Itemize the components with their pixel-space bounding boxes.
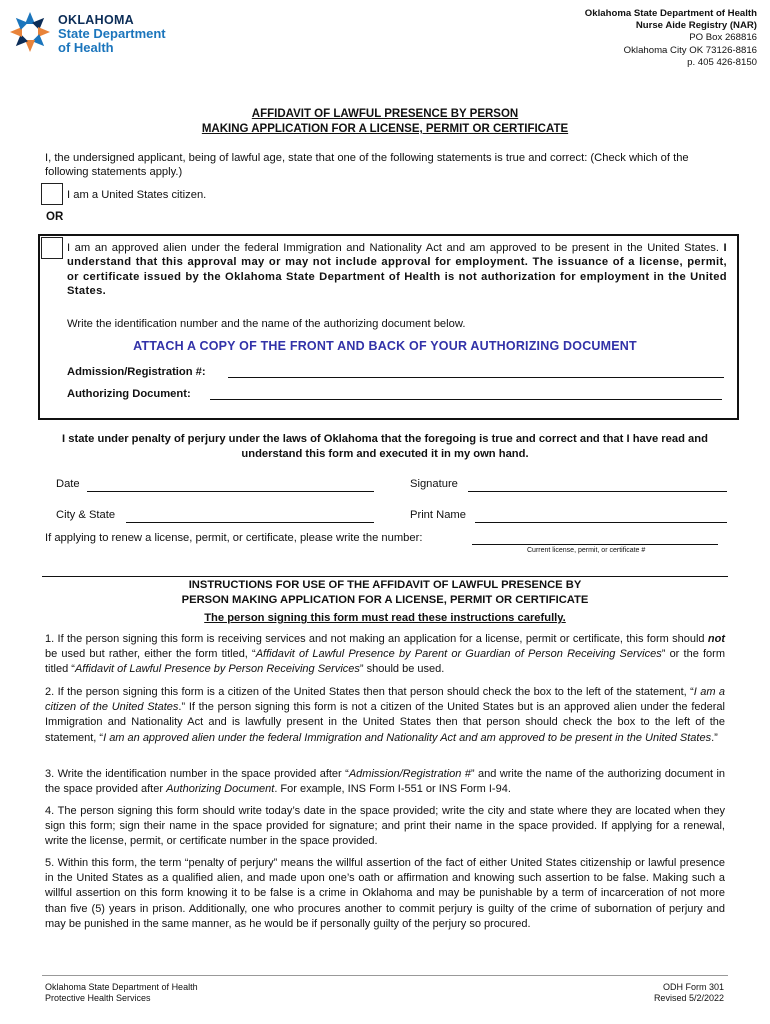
footer-dept: Protective Health Services — [45, 993, 151, 1003]
perjury-statement: I state under penalty of perjury under the laws of Oklahoma that the foregoing is true and correct and that I have read and understand this form and executed it in my own hand. — [62, 433, 708, 460]
renew-caption: Current license, permit, or certificate # — [527, 547, 646, 554]
logo-line-3: of Health — [58, 40, 114, 55]
date-label: Date — [56, 478, 80, 490]
instruction-3-text-c: . For example, INS Form I-551 or INS Form I-94. — [274, 783, 511, 796]
instruction-item-2 — [45, 685, 725, 746]
date-input-line[interactable] — [87, 480, 374, 492]
print-name-input-line[interactable] — [475, 511, 727, 523]
form-title-line-1: AFFIDAVIT OF LAWFUL PRESENCE BY PERSON — [251, 108, 519, 120]
instruction-2-text-b: .” If the person signing this form is not a citizen of the United States but is an approved alien under the federal Immigration and Nationality Act and is lawfully present in the United States then that person should check the box to the left of the statement, “ — [45, 701, 725, 744]
citizen-option-label: I am a United States citizen. — [67, 189, 207, 201]
org-po: PO Box 268816 — [689, 32, 757, 44]
instruction-1-text-a: 1. If the person signing this form is receiving services and not making an application for a license, permit or certificate, this form should — [45, 633, 708, 645]
instruction-3-text-a: 3. Write the identification number in the space provided after “ — [45, 768, 349, 780]
org-address — [585, 8, 757, 69]
instruction-item-3 — [45, 767, 725, 797]
logo-line-1: OKLAHOMA — [58, 13, 135, 27]
write-id-instruction: Write the identification number and the name of the authorizing document below. — [67, 318, 466, 330]
alien-option-bold: I understand that this approval may or may not include approval for employment. The issuance of a license, permit, or certificate issued by the Oklahoma State Department of Health is not authorization for employment in the United States. — [67, 242, 727, 298]
intro-text: I, the undersigned applicant, being of lawful age, state that one of the following statements is true and correct: (Check which of the following statements apply.) — [45, 152, 689, 179]
or-label: OR — [46, 211, 64, 223]
footer-form-number: ODH Form 301 — [662, 982, 724, 992]
instruction-1-text-b: be used but rather, either the form titled, “ — [45, 648, 256, 661]
authorizing-label: Authorizing Document: — [67, 388, 191, 400]
instruction-3-text-b: ” and write the name of the authorizing document in the space provided after — [45, 768, 726, 796]
footer-divider — [42, 975, 728, 976]
instruction-item-4: 4. The person signing this form should write today’s date in the space provided; write the city and state where they are located when they sign this form; sign their name in the space provided for signature; and print their name in the space provided. If applying for a renewal, write the license, permit, or certificate number in the space provided. — [45, 805, 725, 848]
org-unit: Nurse Aide Registry (NAR) — [635, 20, 757, 32]
instruction-1-not: not — [707, 633, 725, 645]
instruction-2-quote-2: I am an approved alien under the federal Immigration and Nationality Act and am approved to be present in the United States — [103, 731, 712, 744]
instruction-3-quote-1: Admission/Registration # — [348, 768, 471, 780]
city-state-input-line[interactable] — [126, 511, 374, 523]
instruction-item-5: 5. Within this form, the term “penalty of perjury” means the willful assertion of the fact of either United States citizenship or lawful presence in the United States as a qualified alien, and made upon one’s oath or affirmation and knowing such assertion to be false. Making such a willful assertion on this form knowing it to be false is a crime in Oklahoma and may be punishable by a term of incarceration of not more than five (5) years in prison. Additionally, one who procures another to commit perjury is guilty of the crime of subornation of perjury and may be punished in the same manner, as he would be if personally guilty of the perjury so procured. — [45, 857, 725, 930]
logo-text — [58, 13, 166, 55]
alien-option-text — [67, 241, 727, 299]
authorizing-input-line[interactable] — [210, 388, 722, 400]
admission-label: Admission/Registration #: — [67, 366, 206, 378]
instruction-1-text-d: ” should be used. — [359, 663, 445, 676]
alien-checkbox[interactable] — [41, 237, 63, 259]
form-title-line-2: MAKING APPLICATION FOR A LICENSE, PERMIT OR CERTIFICATE — [201, 123, 569, 135]
section-divider — [42, 576, 728, 577]
instruction-2-text-a: 2. If the person signing this form is a citizen of the United States then that person should check the box to the left of the statement, “ — [45, 686, 694, 698]
instruction-2-quote-1: I am a citizen of the United States — [45, 686, 725, 714]
org-city: Oklahoma City OK 73126-8816 — [623, 44, 757, 56]
alien-option-plain: I am an approved alien under the federal Immigration and Nationality Act and am approved to be present in the United States. — [67, 242, 719, 254]
instructions-title-line-2: PERSON MAKING APPLICATION FOR A LICENSE, PERMIT OR CERTIFICATE — [181, 594, 589, 606]
footer-revised-date: Revised 5/2/2022 — [653, 993, 724, 1003]
renew-number-input-line[interactable] — [472, 533, 718, 545]
logo-star-icon — [8, 8, 58, 56]
citizen-checkbox[interactable] — [41, 183, 63, 205]
footer-left — [45, 982, 198, 1004]
attach-copy-notice: ATTACH A COPY OF THE FRONT AND BACK OF YOUR AUTHORIZING DOCUMENT — [133, 339, 637, 353]
instruction-2-text-c: .” — [711, 731, 718, 744]
logo-line-2: State Department — [58, 26, 166, 41]
admission-input-line[interactable] — [228, 366, 724, 378]
instruction-item-1 — [45, 632, 725, 678]
footer-right — [654, 982, 724, 1004]
print-name-label: Print Name — [410, 509, 466, 521]
signature-input-line[interactable] — [468, 480, 727, 492]
instructions-title — [0, 578, 770, 608]
footer-org: Oklahoma State Department of Health — [45, 982, 198, 992]
instructions-subtitle: The person signing this form must read these instructions carefully. — [204, 612, 566, 624]
org-name: Oklahoma State Department of Health — [584, 8, 757, 19]
instruction-1-form-2: Affidavit of Lawful Presence by Person Receiving Services — [74, 663, 360, 676]
city-state-label: City & State — [56, 509, 116, 521]
instruction-1-text-c: ” or the form titled “ — [45, 648, 725, 676]
org-phone: p. 405 426-8150 — [687, 56, 757, 68]
signature-label: Signature — [410, 478, 458, 490]
instructions-title-line-1: INSTRUCTIONS FOR USE OF THE AFFIDAVIT OF LAWFUL PRESENCE BY — [188, 579, 582, 591]
renew-label: If applying to renew a license, permit, or certificate, please write the number: — [45, 532, 423, 544]
instruction-1-form-1: Affidavit of Lawful Presence by Parent or Guardian of Person Receiving Services — [255, 648, 662, 661]
instruction-3-quote-2: Authorizing Document — [166, 783, 275, 796]
